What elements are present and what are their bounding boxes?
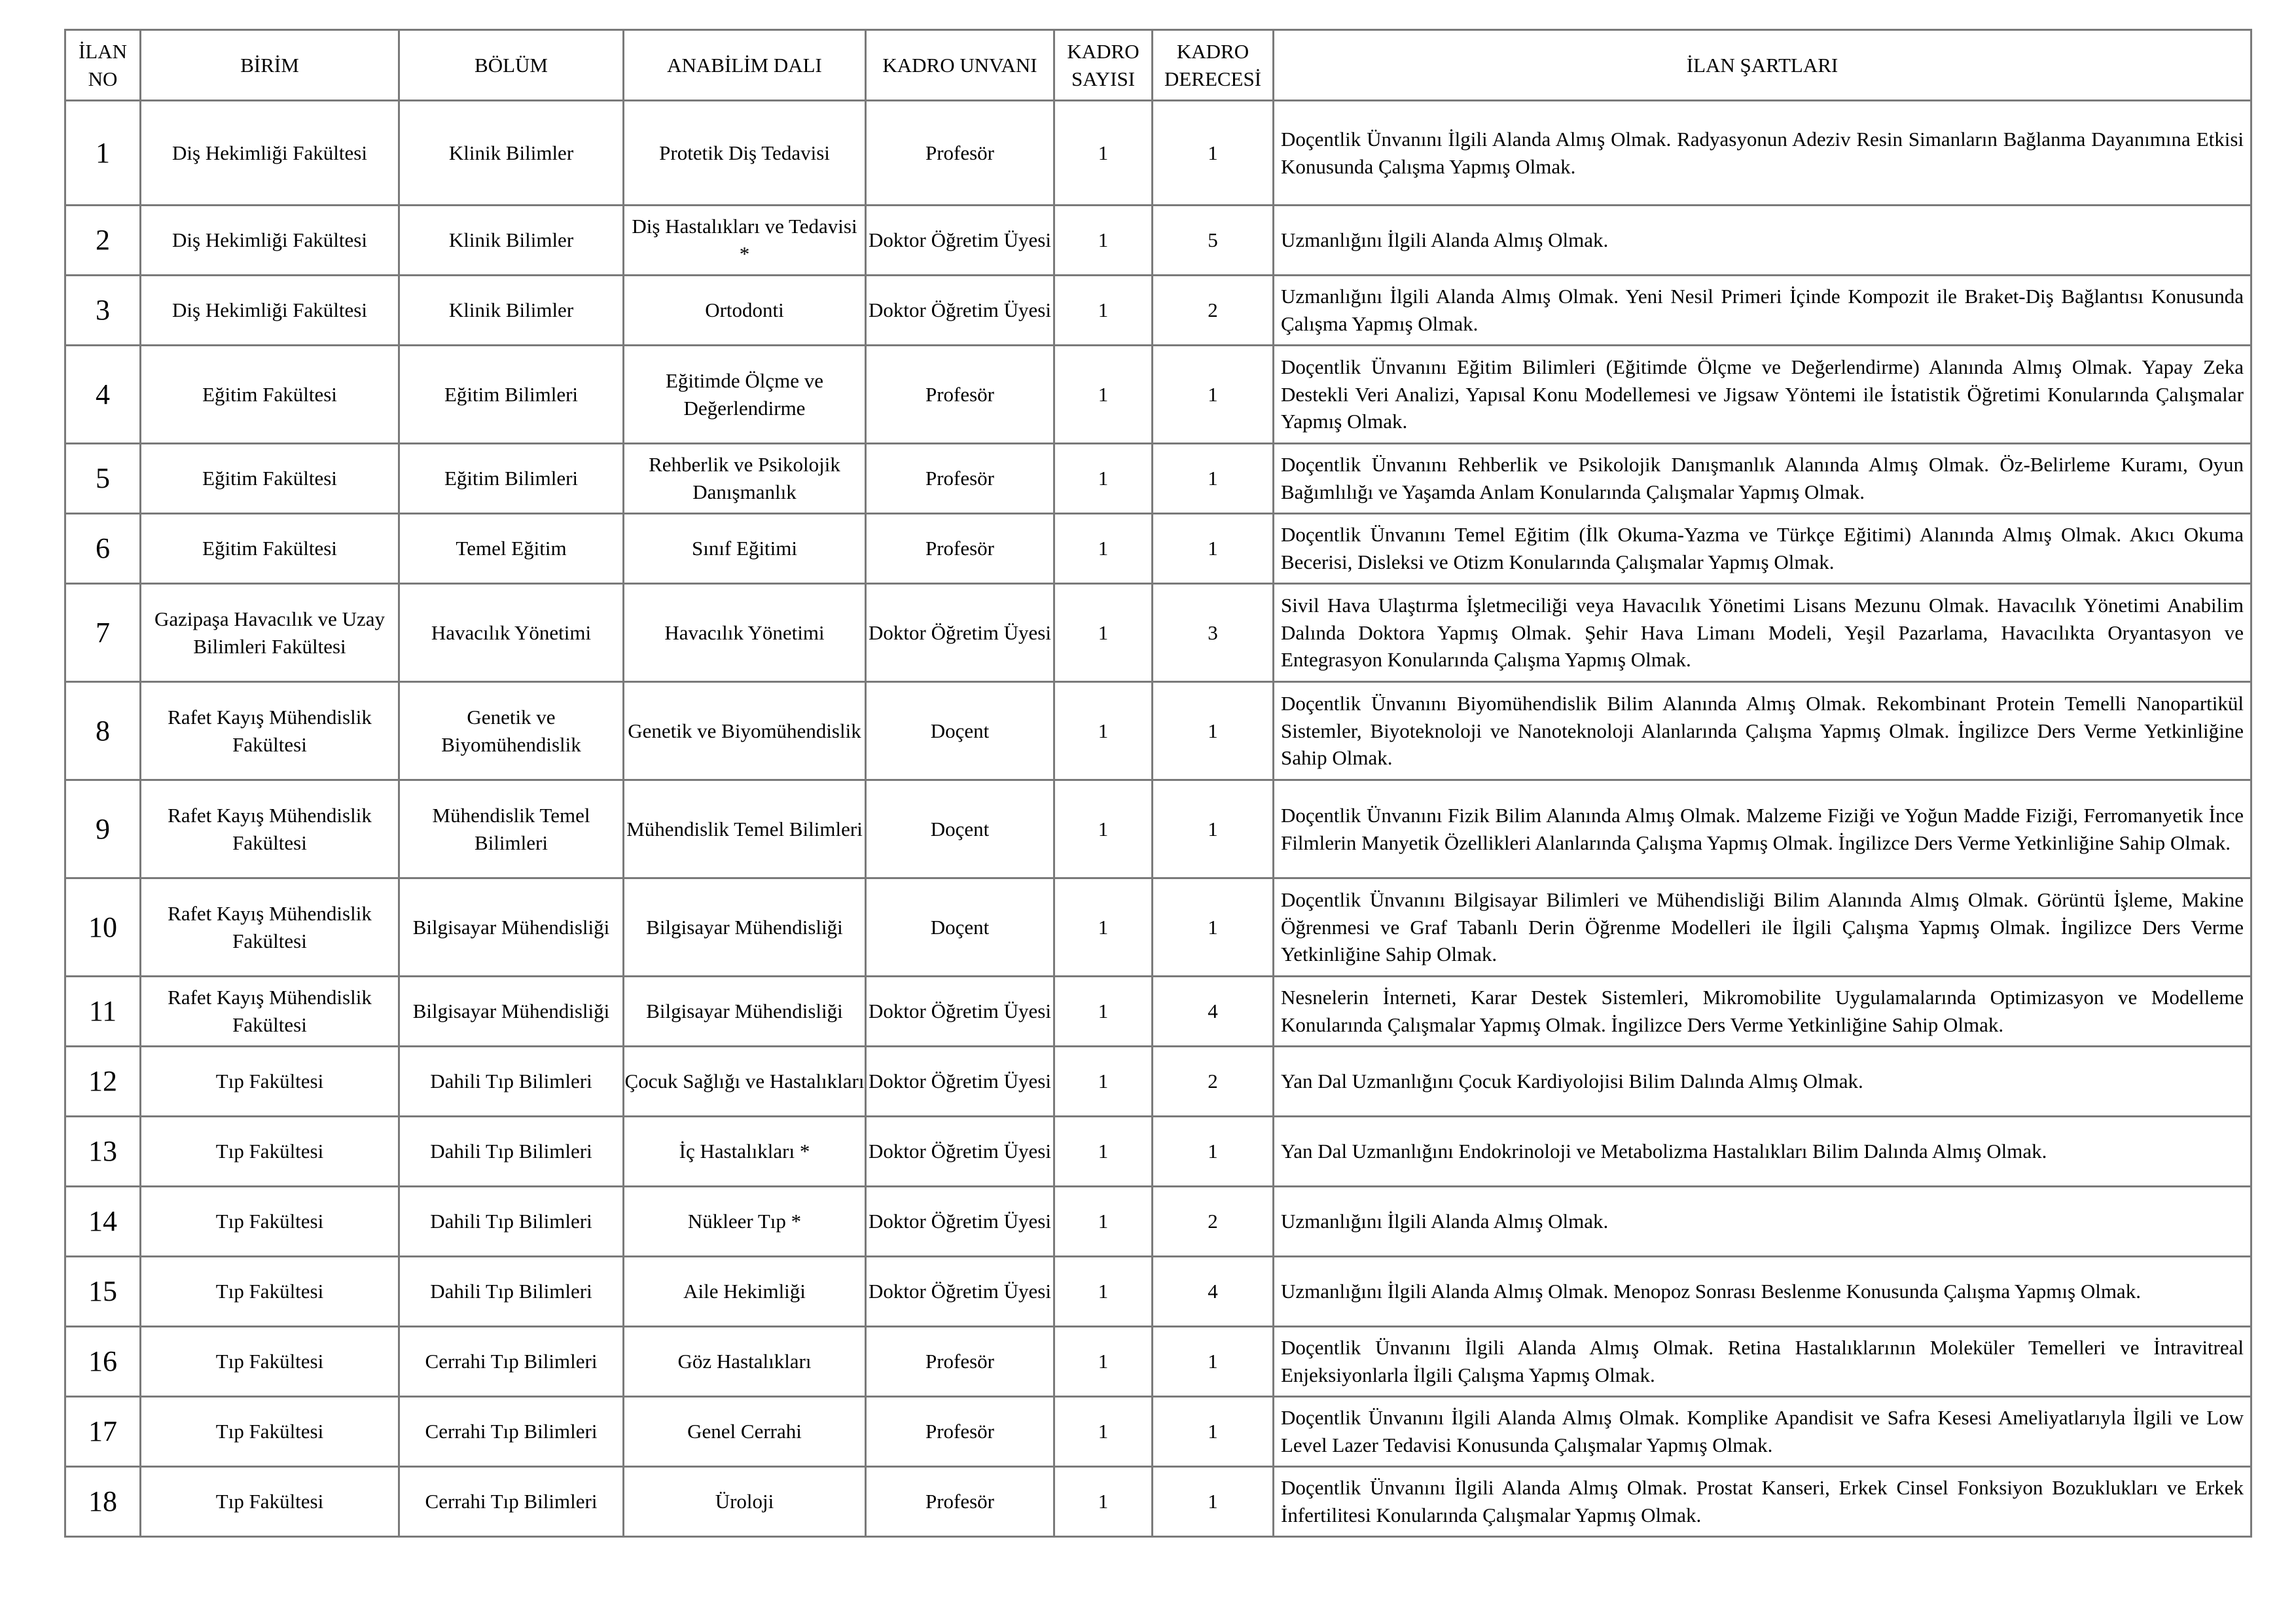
cell-ilan-no: 12 xyxy=(65,1047,141,1117)
cell-kadro-unvani: Profesör xyxy=(866,101,1054,206)
cell-ilan-no: 4 xyxy=(65,346,141,444)
cell-birim: Diş Hekimliği Fakültesi xyxy=(141,101,399,206)
table-row xyxy=(65,206,2251,276)
cell-kadro-derecesi: 2 xyxy=(1153,1187,1274,1257)
cell-kadro-unvani: Profesör xyxy=(866,346,1054,444)
cell-kadro-derecesi: 4 xyxy=(1153,1257,1274,1327)
cell-kadro-derecesi: 2 xyxy=(1153,1047,1274,1117)
cell-kadro-derecesi: 1 xyxy=(1153,682,1274,780)
cell-birim: Tıp Fakültesi xyxy=(141,1467,399,1537)
cell-kadro-sayisi: 1 xyxy=(1054,584,1153,682)
cell-birim: Tıp Fakültesi xyxy=(141,1187,399,1257)
cell-ilan-sartlari: Uzmanlığını İlgili Alanda Almış Olmak. xyxy=(1274,206,2251,276)
cell-birim: Tıp Fakültesi xyxy=(141,1257,399,1327)
cell-ilan-sartlari: Doçentlik Ünvanını İlgili Alanda Almış Olmak. Komplike Apandisit ve Safra Kesesi Ameliyatlarıyla İlgili ve Low Level Lazer Tedavisi Konusunda Çalışmalar Yapmış Olmak. xyxy=(1274,1397,2251,1467)
cell-bolum: Havacılık Yönetimi xyxy=(399,584,624,682)
table-row xyxy=(65,1327,2251,1397)
cell-kadro-sayisi: 1 xyxy=(1054,1257,1153,1327)
cell-birim: Tıp Fakültesi xyxy=(141,1047,399,1117)
cell-ilan-sartlari: Uzmanlığını İlgili Alanda Almış Olmak. Menopoz Sonrası Beslenme Konusunda Çalışma Yapmış Olmak. xyxy=(1274,1257,2251,1327)
table-row xyxy=(65,444,2251,514)
cell-ilan-sartlari: Doçentlik Ünvanını İlgili Alanda Almış Olmak. Retina Hastalıklarının Moleküler Temelleri ve İntravitreal Enjeksiyonlarla İlgili Çalışma Yapmış Olmak. xyxy=(1274,1327,2251,1397)
cell-ilan-sartlari: Doçentlik Ünvanını İlgili Alanda Almış Olmak. Radyasyonun Adeziv Resin Simanların Bağlanma Dayanımına Etkisi Konusunda Çalışma Yapmış Olmak. xyxy=(1274,101,2251,206)
cell-kadro-unvani: Doçent xyxy=(866,878,1054,977)
cell-anabilim-dali: Bilgisayar Mühendisliği xyxy=(624,977,866,1047)
cell-birim: Rafet Kayış Mühendislik Fakültesi xyxy=(141,780,399,878)
cell-bolum: Cerrahi Tıp Bilimleri xyxy=(399,1467,624,1537)
cell-kadro-unvani: Doktor Öğretim Üyesi xyxy=(866,1117,1054,1187)
table-row xyxy=(65,514,2251,584)
job-listings-table xyxy=(64,29,2252,1538)
table-row xyxy=(65,1047,2251,1117)
cell-bolum: Genetik ve Biyomühendislik xyxy=(399,682,624,780)
header-bolum: BÖLÜM xyxy=(399,30,624,101)
cell-kadro-unvani: Profesör xyxy=(866,514,1054,584)
table-row xyxy=(65,682,2251,780)
cell-ilan-no: 8 xyxy=(65,682,141,780)
cell-bolum: Bilgisayar Mühendisliği xyxy=(399,977,624,1047)
cell-ilan-no: 18 xyxy=(65,1467,141,1537)
table-row xyxy=(65,1257,2251,1327)
cell-kadro-sayisi: 1 xyxy=(1054,101,1153,206)
header-kadro-unvani: KADRO UNVANI xyxy=(866,30,1054,101)
cell-anabilim-dali: Nükleer Tıp * xyxy=(624,1187,866,1257)
cell-kadro-derecesi: 1 xyxy=(1153,514,1274,584)
cell-bolum: Klinik Bilimler xyxy=(399,101,624,206)
cell-kadro-sayisi: 1 xyxy=(1054,1327,1153,1397)
table-row xyxy=(65,584,2251,682)
cell-kadro-sayisi: 1 xyxy=(1054,1047,1153,1117)
header-kadro-sayisi: KADRO SAYISI xyxy=(1054,30,1153,101)
cell-bolum: Temel Eğitim xyxy=(399,514,624,584)
cell-kadro-derecesi: 4 xyxy=(1153,977,1274,1047)
cell-anabilim-dali: Protetik Diş Tedavisi xyxy=(624,101,866,206)
cell-kadro-sayisi: 1 xyxy=(1054,977,1153,1047)
cell-anabilim-dali: Üroloji xyxy=(624,1467,866,1537)
cell-ilan-no: 2 xyxy=(65,206,141,276)
cell-ilan-sartlari: Nesnelerin İnterneti, Karar Destek Sistemleri, Mikromobilite Uygulamalarında Optimizasyon ve Modelleme Konularında Çalışmalar Yapmış Olmak. İngilizce Ders Verme Yetkinliğine Sahip Olmak. xyxy=(1274,977,2251,1047)
cell-kadro-unvani: Doktor Öğretim Üyesi xyxy=(866,1187,1054,1257)
cell-ilan-sartlari: Yan Dal Uzmanlığını Endokrinoloji ve Metabolizma Hastalıkları Bilim Dalında Almış Olmak. xyxy=(1274,1117,2251,1187)
cell-ilan-sartlari: Doçentlik Ünvanını Eğitim Bilimleri (Eğitimde Ölçme ve Değerlendirme) Alanında Almış Olmak. Yapay Zeka Destekli Veri Analizi, Yapısal Konu Modellemesi ve Jigsaw Yöntemi ile İstatistik Öğretimi Konularında Çalışmalar Yapmış Olmak. xyxy=(1274,346,2251,444)
cell-kadro-sayisi: 1 xyxy=(1054,878,1153,977)
cell-bolum: Dahili Tıp Bilimleri xyxy=(399,1187,624,1257)
cell-anabilim-dali: Havacılık Yönetimi xyxy=(624,584,866,682)
cell-anabilim-dali: Mühendislik Temel Bilimleri xyxy=(624,780,866,878)
cell-ilan-sartlari: Doçentlik Ünvanını Bilgisayar Bilimleri ve Mühendisliği Bilim Alanında Almış Olmak. Görüntü İşleme, Makine Öğrenmesi ve Graf Tabanlı Derin Öğrenme Modelleri ile İlgili Çalışma Yapmış Olmak. İngilizce Ders Verme Yetkinliğine Sahip Olmak. xyxy=(1274,878,2251,977)
cell-bolum: Cerrahi Tıp Bilimleri xyxy=(399,1327,624,1397)
cell-bolum: Eğitim Bilimleri xyxy=(399,346,624,444)
cell-ilan-sartlari: Doçentlik Ünvanını Rehberlik ve Psikolojik Danışmanlık Alanında Almış Olmak. Öz-Belirleme Kuramı, Oyun Bağımlılığı ve Yaşamda Anlam Konularında Çalışmalar Yapmış Olmak. xyxy=(1274,444,2251,514)
cell-ilan-sartlari: Doçentlik Ünvanını Temel Eğitim (İlk Okuma-Yazma ve Türkçe Eğitimi) Alanında Almış Olmak. Akıcı Okuma Becerisi, Disleksi ve Otizm Konularında Çalışmalar Yapmış Olmak. xyxy=(1274,514,2251,584)
cell-ilan-no: 1 xyxy=(65,101,141,206)
cell-kadro-sayisi: 1 xyxy=(1054,206,1153,276)
cell-anabilim-dali: Diş Hastalıkları ve Tedavisi * xyxy=(624,206,866,276)
cell-kadro-derecesi: 3 xyxy=(1153,584,1274,682)
table-row xyxy=(65,1397,2251,1467)
cell-kadro-derecesi: 1 xyxy=(1153,1467,1274,1537)
cell-ilan-sartlari: Doçentlik Ünvanını İlgili Alanda Almış Olmak. Prostat Kanseri, Erkek Cinsel Fonksiyon Bozuklukları ve Erkek İnfertilitesi Konularında Çalışmalar Yapmış Olmak. xyxy=(1274,1467,2251,1537)
cell-bolum: Cerrahi Tıp Bilimleri xyxy=(399,1397,624,1467)
listings-body xyxy=(65,101,2251,1537)
cell-bolum: Dahili Tıp Bilimleri xyxy=(399,1047,624,1117)
cell-ilan-sartlari: Uzmanlığını İlgili Alanda Almış Olmak. Yeni Nesil Primeri İçinde Kompozit ile Braket-Diş Bağlantısı Konusunda Çalışma Yapmış Olmak. xyxy=(1274,276,2251,346)
cell-ilan-no: 3 xyxy=(65,276,141,346)
cell-anabilim-dali: Çocuk Sağlığı ve Hastalıkları xyxy=(624,1047,866,1117)
cell-kadro-unvani: Doktor Öğretim Üyesi xyxy=(866,584,1054,682)
header-birim: BİRİM xyxy=(141,30,399,101)
table-row xyxy=(65,1117,2251,1187)
cell-kadro-unvani: Doktor Öğretim Üyesi xyxy=(866,1047,1054,1117)
cell-anabilim-dali: Rehberlik ve Psikolojik Danışmanlık xyxy=(624,444,866,514)
cell-birim: Diş Hekimliği Fakültesi xyxy=(141,206,399,276)
cell-kadro-unvani: Profesör xyxy=(866,1327,1054,1397)
cell-birim: Rafet Kayış Mühendislik Fakültesi xyxy=(141,878,399,977)
cell-ilan-sartlari: Uzmanlığını İlgili Alanda Almış Olmak. xyxy=(1274,1187,2251,1257)
cell-kadro-sayisi: 1 xyxy=(1054,780,1153,878)
cell-kadro-unvani: Doktor Öğretim Üyesi xyxy=(866,977,1054,1047)
cell-kadro-derecesi: 1 xyxy=(1153,878,1274,977)
cell-kadro-sayisi: 1 xyxy=(1054,514,1153,584)
cell-ilan-no: 6 xyxy=(65,514,141,584)
header-row xyxy=(65,30,2251,101)
cell-bolum: Klinik Bilimler xyxy=(399,206,624,276)
cell-birim: Tıp Fakültesi xyxy=(141,1397,399,1467)
cell-kadro-derecesi: 2 xyxy=(1153,276,1274,346)
cell-kadro-derecesi: 1 xyxy=(1153,346,1274,444)
cell-birim: Diş Hekimliği Fakültesi xyxy=(141,276,399,346)
cell-kadro-derecesi: 1 xyxy=(1153,444,1274,514)
cell-ilan-no: 14 xyxy=(65,1187,141,1257)
cell-ilan-no: 15 xyxy=(65,1257,141,1327)
cell-birim: Tıp Fakültesi xyxy=(141,1117,399,1187)
table-row xyxy=(65,878,2251,977)
table-row xyxy=(65,276,2251,346)
cell-kadro-sayisi: 1 xyxy=(1054,1187,1153,1257)
cell-bolum: Dahili Tıp Bilimleri xyxy=(399,1257,624,1327)
cell-bolum: Dahili Tıp Bilimleri xyxy=(399,1117,624,1187)
cell-anabilim-dali: Aile Hekimliği xyxy=(624,1257,866,1327)
cell-birim: Eğitim Fakültesi xyxy=(141,514,399,584)
cell-anabilim-dali: Genel Cerrahi xyxy=(624,1397,866,1467)
cell-bolum: Klinik Bilimler xyxy=(399,276,624,346)
cell-kadro-unvani: Doçent xyxy=(866,780,1054,878)
cell-kadro-derecesi: 1 xyxy=(1153,1397,1274,1467)
cell-birim: Eğitim Fakültesi xyxy=(141,346,399,444)
cell-birim: Rafet Kayış Mühendislik Fakültesi xyxy=(141,977,399,1047)
table-row xyxy=(65,977,2251,1047)
cell-anabilim-dali: Genetik ve Biyomühendislik xyxy=(624,682,866,780)
cell-kadro-unvani: Doktor Öğretim Üyesi xyxy=(866,206,1054,276)
cell-kadro-unvani: Profesör xyxy=(866,444,1054,514)
cell-birim: Eğitim Fakültesi xyxy=(141,444,399,514)
cell-kadro-derecesi: 5 xyxy=(1153,206,1274,276)
cell-kadro-unvani: Doktor Öğretim Üyesi xyxy=(866,276,1054,346)
cell-kadro-derecesi: 1 xyxy=(1153,780,1274,878)
cell-kadro-sayisi: 1 xyxy=(1054,444,1153,514)
job-listing-sheet xyxy=(64,29,2252,1538)
header-kadro-derecesi: KADRO DERECESİ xyxy=(1153,30,1274,101)
cell-kadro-derecesi: 1 xyxy=(1153,1117,1274,1187)
cell-kadro-sayisi: 1 xyxy=(1054,1467,1153,1537)
cell-ilan-no: 17 xyxy=(65,1397,141,1467)
cell-kadro-derecesi: 1 xyxy=(1153,101,1274,206)
header-ilan-no: İLAN NO xyxy=(65,30,141,101)
cell-bolum: Eğitim Bilimleri xyxy=(399,444,624,514)
cell-kadro-unvani: Profesör xyxy=(866,1467,1054,1537)
cell-ilan-no: 10 xyxy=(65,878,141,977)
cell-ilan-sartlari: Doçentlik Ünvanını Fizik Bilim Alanında Almış Olmak. Malzeme Fiziği ve Yoğun Madde Fiziği, Ferromanyetik İnce Filmlerin Manyetik Özellikleri Alanlarında Çalışma Yapmış Olmak. İngilizce Ders Verme Yetkinliğine Sahip Olmak. xyxy=(1274,780,2251,878)
table-row xyxy=(65,1467,2251,1537)
cell-kadro-unvani: Doçent xyxy=(866,682,1054,780)
cell-anabilim-dali: Göz Hastalıkları xyxy=(624,1327,866,1397)
table-row xyxy=(65,1187,2251,1257)
cell-anabilim-dali: Bilgisayar Mühendisliği xyxy=(624,878,866,977)
cell-ilan-sartlari: Doçentlik Ünvanını Biyomühendislik Bilim Alanında Almış Olmak. Rekombinant Protein Temelli Nanopartikül Sistemler, Biyoteknoloji ve Nanoteknoloji Alanlarında Çalışma Yapmış Olmak. İngilizce Ders Verme Yetkinliğine Sahip Olmak. xyxy=(1274,682,2251,780)
header-ilan-sartlari: İLAN ŞARTLARI xyxy=(1274,30,2251,101)
cell-anabilim-dali: Ortodonti xyxy=(624,276,866,346)
cell-bolum: Mühendislik Temel Bilimleri xyxy=(399,780,624,878)
cell-ilan-sartlari: Sivil Hava Ulaştırma İşletmeciliği veya Havacılık Yönetimi Lisans Mezunu Olmak. Havacılık Yönetimi Anabilim Dalında Doktora Yapmış Olmak. Şehir Hava Limanı Modeli, Yeşil Pazarlama, Havacılıkta Oryantasyon ve Entegrasyon Konularında Çalışma Yapmış Olmak. xyxy=(1274,584,2251,682)
cell-ilan-no: 5 xyxy=(65,444,141,514)
cell-birim: Tıp Fakültesi xyxy=(141,1327,399,1397)
cell-birim: Gazipaşa Havacılık ve Uzay Bilimleri Fakültesi xyxy=(141,584,399,682)
cell-birim: Rafet Kayış Mühendislik Fakültesi xyxy=(141,682,399,780)
header-anabilim-dali: ANABİLİM DALI xyxy=(624,30,866,101)
cell-ilan-no: 13 xyxy=(65,1117,141,1187)
cell-ilan-no: 16 xyxy=(65,1327,141,1397)
cell-kadro-unvani: Doktor Öğretim Üyesi xyxy=(866,1257,1054,1327)
cell-kadro-derecesi: 1 xyxy=(1153,1327,1274,1397)
cell-kadro-sayisi: 1 xyxy=(1054,682,1153,780)
cell-bolum: Bilgisayar Mühendisliği xyxy=(399,878,624,977)
cell-ilan-sartlari: Yan Dal Uzmanlığını Çocuk Kardiyolojisi Bilim Dalında Almış Olmak. xyxy=(1274,1047,2251,1117)
cell-kadro-sayisi: 1 xyxy=(1054,1117,1153,1187)
cell-kadro-sayisi: 1 xyxy=(1054,276,1153,346)
table-row xyxy=(65,346,2251,444)
cell-ilan-no: 7 xyxy=(65,584,141,682)
cell-ilan-no: 9 xyxy=(65,780,141,878)
cell-kadro-sayisi: 1 xyxy=(1054,346,1153,444)
table-row xyxy=(65,780,2251,878)
cell-kadro-sayisi: 1 xyxy=(1054,1397,1153,1467)
cell-anabilim-dali: Sınıf Eğitimi xyxy=(624,514,866,584)
cell-kadro-unvani: Profesör xyxy=(866,1397,1054,1467)
cell-anabilim-dali: Eğitimde Ölçme ve Değerlendirme xyxy=(624,346,866,444)
table-row xyxy=(65,101,2251,206)
cell-ilan-no: 11 xyxy=(65,977,141,1047)
cell-anabilim-dali: İç Hastalıkları * xyxy=(624,1117,866,1187)
